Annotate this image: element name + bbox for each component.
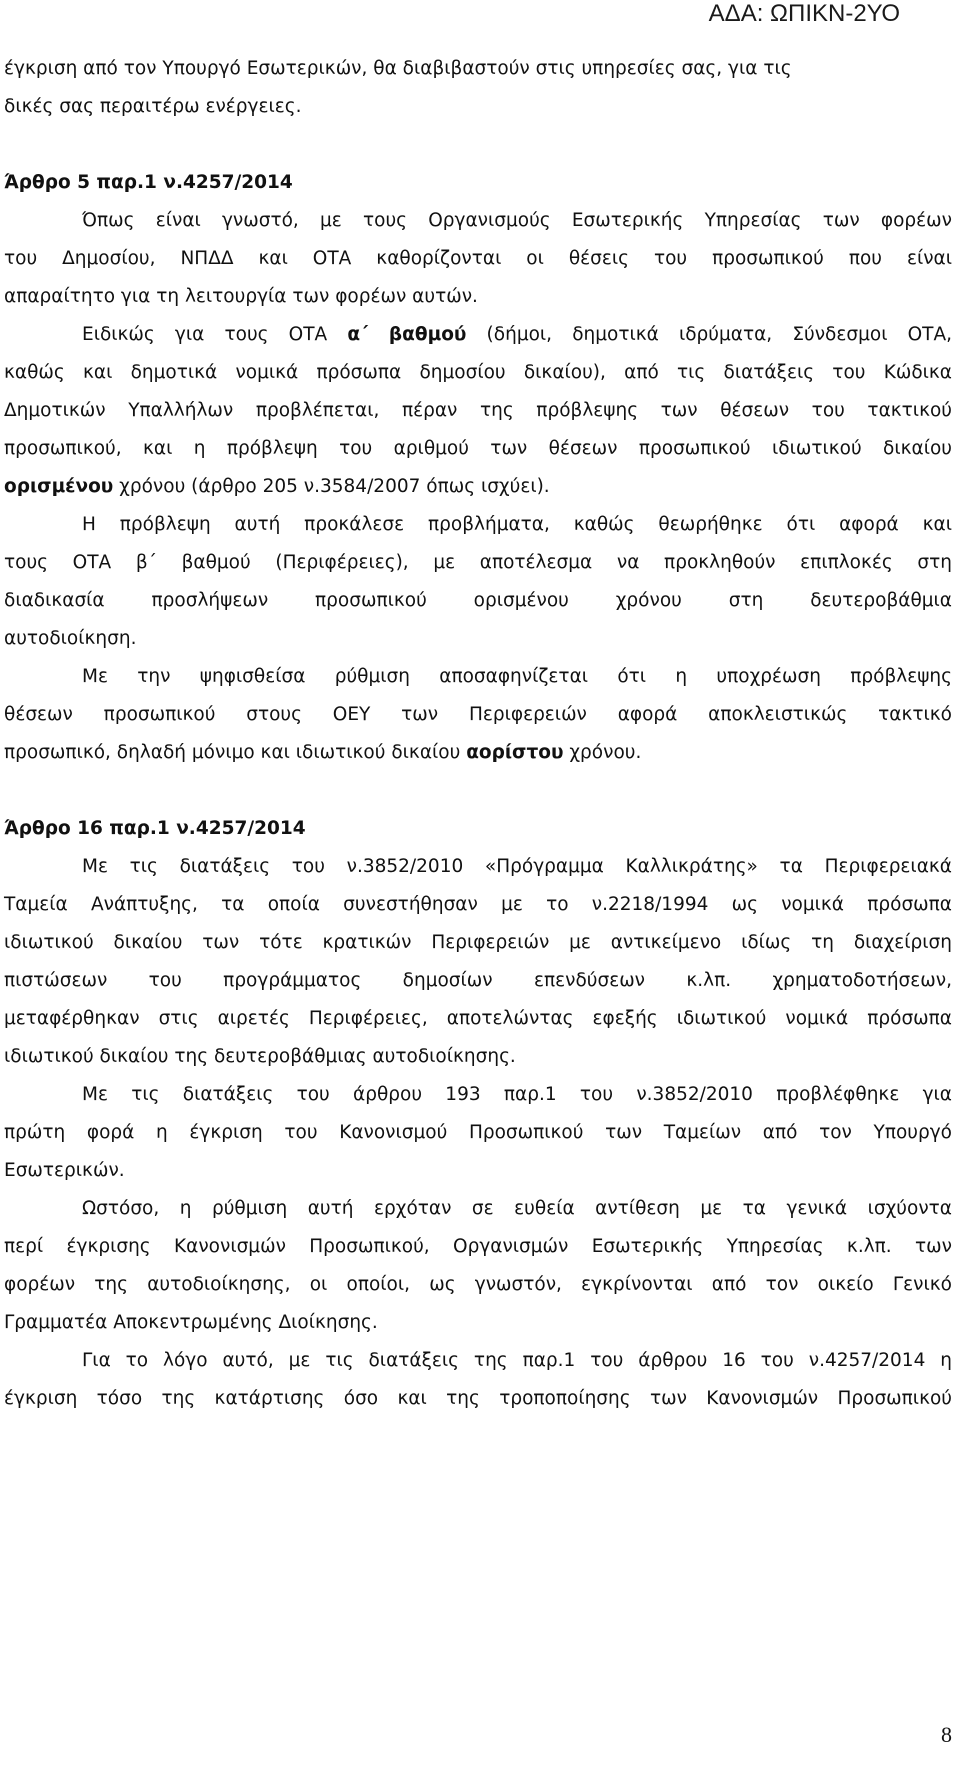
bold-text: α΄ βαθμού: [347, 324, 467, 345]
text-line: [4, 88, 952, 126]
text-segment: περί έγκρισης Κανονισμών Προσωπικού, Οργανισμών Εσωτερικής Υπηρεσίας κ.λπ. των: [4, 1236, 952, 1257]
text-segment: έγκριση τόσο της κατάρτισης όσο και της τροποποίησης των Κανονισμών Προσωπικού: [4, 1388, 952, 1409]
text-line: [4, 506, 952, 544]
text-line: [4, 1000, 952, 1038]
text-line: [4, 696, 952, 734]
text-line: [4, 924, 952, 962]
text-line: [4, 1266, 952, 1304]
text-line: [4, 658, 952, 696]
text-line: [4, 240, 952, 278]
text-segment: Με τις διατάξεις του ν.3852/2010 «Πρόγραμμα Καλλικράτης» τα Περιφερειακά: [82, 856, 952, 877]
bold-text: ορισμένου: [4, 476, 114, 497]
text-line: [4, 962, 952, 1000]
text-segment: φορέων της αυτοδιοίκησης, οι οποίοι, ως γνωστόν, εγκρίνονται από τον οικείο Γενικό: [4, 1274, 952, 1295]
text-line: [4, 1380, 952, 1418]
text-line: [4, 316, 952, 354]
text-segment: χρόνου.: [563, 742, 642, 763]
text-line: [4, 430, 952, 468]
text-segment: Εσωτερικών.: [4, 1160, 125, 1181]
text-segment: καθώς και δημοτικά νομικά πρόσωπα δημοσίου δικαίου), από τις διατάξεις του Κώδικα: [4, 362, 952, 383]
text-line: [4, 202, 952, 240]
text-segment: απαραίτητο για τη λειτουργία των φορέων αυτών.: [4, 286, 478, 307]
text-segment: Δημοτικών Υπαλλήλων προβλέπεται, πέραν της πρόβλεψης των θέσεων του τακτικού: [4, 400, 952, 421]
text-line: [4, 1152, 952, 1190]
text-segment: χρόνου (άρθρο 205 ν.3584/2007 όπως ισχύει).: [113, 476, 550, 497]
text-segment: ιδιωτικού δικαίου των τότε κρατικών Περιφερειών με αντικείμενο ιδίως τη διαχείριση: [4, 932, 952, 953]
text-line: [4, 1114, 952, 1152]
text-segment: (δήμοι, δημοτικά ιδρύματα, Σύνδεσμοι ΟΤΑ,: [466, 324, 953, 345]
text-segment: Για το λόγο αυτό, με τις διατάξεις της παρ.1 του άρθρου 16 του ν.4257/2014 η: [82, 1350, 952, 1371]
text-segment: ιδιωτικού δικαίου της δευτεροβάθμιας αυτοδιοίκησης.: [4, 1046, 516, 1067]
text-line: [4, 1038, 952, 1076]
ada-code: ΑΔΑ: ΩΠΙΚΝ-2ΥΟ: [708, 0, 900, 27]
text-line: [4, 1342, 952, 1380]
text-line: [4, 50, 952, 88]
text-line: [4, 582, 952, 620]
text-segment: έγκριση από τον Υπουργό Εσωτερικών, θα διαβιβαστούν στις υπηρεσίες σας, για τις: [4, 58, 792, 79]
text-segment: Ειδικώς για τους ΟΤΑ: [82, 324, 348, 345]
text-line: [4, 392, 952, 430]
text-line: [4, 354, 952, 392]
text-line: [4, 1228, 952, 1266]
text-segment: Όπως είναι γνωστό, με τους Οργανισμούς Εσωτερικής Υπηρεσίας των φορέων: [82, 210, 952, 231]
text-segment: προσωπικό, δηλαδή μόνιμο και ιδιωτικού δικαίου: [4, 742, 467, 763]
text-line: [4, 620, 952, 658]
text-segment: μεταφέρθηκαν στις αιρετές Περιφέρειες, αποτελώντας εφεξής ιδιωτικού νομικά πρόσωπα: [4, 1008, 952, 1029]
text-segment: Με την ψηφισθείσα ρύθμιση αποσαφηνίζεται ότι η υποχρέωση πρόβλεψης: [82, 666, 952, 687]
document-body: [4, 50, 952, 1418]
text-segment: πιστώσεων του προγράμματος δημοσίων επενδύσεων κ.λπ. χρηματοδοτήσεων,: [4, 970, 952, 991]
page-number: 8: [941, 1722, 952, 1747]
text-segment: αυτοδιοίκηση.: [4, 628, 137, 649]
text-line: [4, 544, 952, 582]
text-segment: διαδικασία προσλήψεων προσωπικού ορισμένου χρόνου στη δευτεροβάθμια: [4, 590, 952, 611]
text-line: [4, 810, 952, 848]
text-line: [4, 468, 952, 506]
text-line: [4, 886, 952, 924]
text-segment: του Δημοσίου, ΝΠΔΔ και ΟΤΑ καθορίζονται οι θέσεις του προσωπικού που είναι: [4, 248, 952, 269]
text-segment: Ωστόσο, η ρύθμιση αυτή ερχόταν σε ευθεία αντίθεση με τα γενικά ισχύοντα: [82, 1198, 952, 1219]
bold-text: αορίστου: [466, 742, 564, 763]
blank-line: [4, 126, 952, 164]
text-segment: τους ΟΤΑ β΄ βαθμού (Περιφέρειες), με αποτέλεσμα να προκληθούν επιπλοκές στη: [4, 552, 952, 573]
text-line: [4, 848, 952, 886]
text-segment: προσωπικού, και η πρόβλεψη του αριθμού των θέσεων προσωπικού ιδιωτικού δικαίου: [4, 438, 952, 459]
text-line: [4, 164, 952, 202]
text-segment: Γραμματέα Αποκεντρωμένης Διοίκησης.: [4, 1312, 378, 1333]
text-line: [4, 278, 952, 316]
bold-text: Άρθρο 5 παρ.1 ν.4257/2014: [4, 172, 293, 193]
text-line: [4, 734, 952, 772]
text-segment: Με τις διατάξεις του άρθρου 193 παρ.1 του ν.3852/2010 προβλέφθηκε για: [82, 1084, 952, 1105]
text-segment: Η πρόβλεψη αυτή προκάλεσε προβλήματα, καθώς θεωρήθηκε ότι αφορά και: [82, 514, 952, 535]
text-segment: δικές σας περαιτέρω ενέργειες.: [4, 96, 302, 117]
text-line: [4, 1190, 952, 1228]
text-line: [4, 1304, 952, 1342]
text-line: [4, 1076, 952, 1114]
blank-line: [4, 772, 952, 810]
text-segment: Ταμεία Ανάπτυξης, τα οποία συνεστήθησαν με το ν.2218/1994 ως νομικά πρόσωπα: [4, 894, 952, 915]
bold-text: Άρθρο 16 παρ.1 ν.4257/2014: [4, 818, 306, 839]
text-segment: πρώτη φορά η έγκριση του Κανονισμού Προσωπικού των Ταμείων από τον Υπουργό: [4, 1122, 952, 1143]
text-segment: θέσεων προσωπικού στους ΟΕΥ των Περιφερειών αφορά αποκλειστικώς τακτικό: [4, 704, 952, 725]
